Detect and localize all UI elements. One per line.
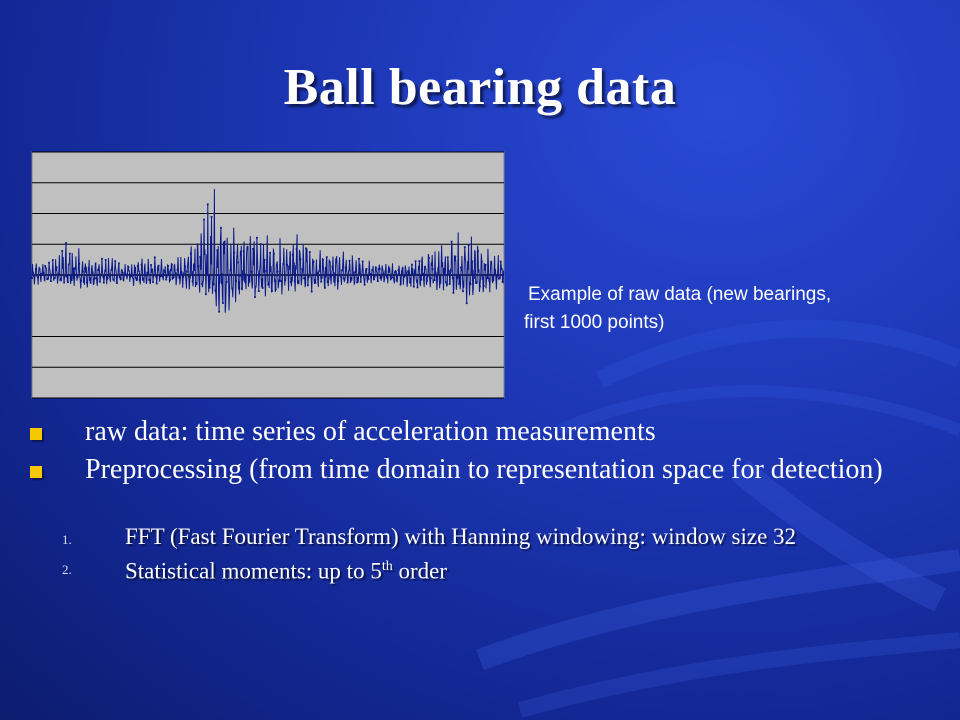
data-point	[394, 272, 396, 274]
data-point	[139, 279, 141, 281]
data-point	[436, 276, 438, 278]
data-point	[211, 216, 213, 218]
data-point	[107, 278, 109, 280]
data-point	[471, 261, 473, 263]
data-point	[409, 282, 411, 284]
data-point	[494, 273, 496, 275]
data-point	[95, 277, 97, 279]
data-point	[145, 274, 147, 276]
data-point	[368, 278, 370, 280]
data-point	[328, 278, 330, 280]
data-point	[141, 264, 143, 266]
data-point	[167, 265, 169, 267]
data-point	[470, 283, 472, 285]
data-point	[303, 278, 305, 280]
data-point	[475, 282, 477, 284]
data-point	[73, 268, 75, 270]
data-point	[445, 281, 447, 283]
data-point	[158, 265, 160, 267]
data-point	[105, 259, 107, 261]
data-point	[237, 262, 239, 264]
y-tick-label: 20	[22, 211, 29, 218]
data-point	[454, 256, 456, 258]
data-point	[207, 203, 209, 205]
data-point	[432, 268, 434, 270]
data-point	[381, 276, 383, 278]
data-point	[354, 271, 356, 273]
data-point	[322, 259, 324, 261]
data-point	[243, 250, 245, 252]
data-point	[209, 287, 211, 289]
data-point	[396, 280, 398, 282]
data-point	[247, 248, 249, 250]
data-point	[320, 281, 322, 283]
data-point	[267, 284, 269, 286]
data-point	[67, 281, 69, 283]
data-point	[69, 253, 71, 255]
data-point	[275, 289, 277, 291]
data-point	[260, 243, 262, 245]
data-point	[284, 279, 286, 281]
data-point	[216, 249, 218, 251]
data-point	[309, 251, 311, 253]
data-point	[341, 270, 343, 272]
step-number: 1.	[62, 532, 72, 547]
data-point	[489, 279, 491, 281]
data-point	[162, 275, 164, 277]
y-tick-label: -30	[20, 365, 29, 372]
data-point	[456, 276, 458, 278]
data-point	[337, 280, 339, 282]
data-point	[258, 290, 260, 292]
data-point	[449, 283, 451, 285]
data-point	[109, 275, 111, 277]
data-point	[426, 280, 428, 282]
data-point	[160, 276, 162, 278]
data-point	[163, 270, 165, 272]
data-point	[248, 276, 250, 278]
data-point	[33, 275, 35, 277]
data-point	[294, 281, 296, 283]
data-point	[99, 281, 101, 283]
data-point	[56, 266, 58, 268]
data-point	[373, 278, 375, 280]
data-point	[298, 280, 300, 282]
data-point	[385, 270, 387, 272]
data-point	[80, 280, 82, 282]
data-point	[290, 281, 292, 283]
chart-caption	[524, 281, 928, 337]
data-point	[422, 273, 424, 275]
data-point	[88, 267, 90, 269]
data-point	[171, 264, 173, 266]
data-point	[417, 287, 419, 289]
data-point	[120, 278, 122, 280]
data-point	[169, 279, 171, 281]
step-item	[62, 523, 922, 551]
data-point	[205, 293, 207, 295]
bullet-text: raw data: time series of acceleration measurements	[85, 416, 656, 447]
data-point	[131, 274, 133, 276]
step-text: Statistical moments: up to 5	[125, 558, 382, 584]
data-point	[156, 283, 158, 285]
slide-title: Ball bearing data	[283, 59, 677, 116]
data-point	[129, 276, 131, 278]
data-point	[75, 268, 77, 270]
data-point	[392, 277, 394, 279]
data-point	[277, 271, 279, 273]
data-point	[50, 280, 52, 282]
data-point	[264, 259, 266, 261]
data-point	[190, 253, 192, 255]
data-point	[196, 282, 198, 284]
data-point	[35, 268, 37, 270]
data-point	[428, 257, 430, 259]
data-point	[473, 277, 475, 279]
data-point	[481, 261, 483, 263]
data-point	[388, 271, 390, 273]
data-point	[415, 260, 417, 262]
data-point	[39, 268, 41, 270]
data-point	[400, 284, 402, 286]
data-point	[386, 274, 388, 276]
data-point	[111, 269, 113, 271]
data-point	[54, 277, 56, 279]
data-point	[180, 273, 182, 275]
data-point	[307, 284, 309, 286]
data-point	[146, 272, 148, 274]
data-point	[177, 269, 179, 271]
data-point	[192, 281, 194, 283]
data-point	[133, 274, 135, 276]
data-point	[369, 273, 371, 275]
data-point	[343, 278, 345, 280]
bullet-item	[28, 418, 888, 446]
y-tick-label: -40	[20, 396, 29, 402]
data-point	[296, 248, 298, 250]
data-point	[250, 271, 252, 273]
data-point	[351, 277, 353, 279]
data-point	[324, 287, 326, 289]
data-point	[335, 262, 337, 264]
data-point	[182, 276, 184, 278]
data-point	[203, 219, 205, 221]
data-point	[42, 272, 44, 274]
data-point	[347, 282, 349, 284]
data-point	[61, 250, 63, 252]
data-point	[485, 264, 487, 266]
data-point	[358, 258, 360, 260]
data-point	[437, 272, 439, 274]
data-point	[464, 246, 466, 248]
step-superscript: th	[381, 559, 393, 574]
y-tick-label: 0	[25, 273, 29, 279]
data-point	[375, 267, 377, 269]
data-point	[52, 259, 54, 261]
data-point	[366, 268, 368, 270]
data-point	[112, 279, 114, 281]
data-point	[402, 268, 404, 270]
step-item	[62, 553, 922, 586]
data-point	[281, 280, 283, 282]
data-point	[116, 282, 118, 284]
data-point	[300, 258, 302, 260]
data-point	[477, 250, 479, 252]
data-point	[332, 266, 334, 268]
data-point	[224, 241, 226, 243]
data-point	[135, 277, 137, 279]
data-point	[419, 260, 421, 262]
data-point	[271, 290, 273, 292]
data-point	[201, 283, 203, 285]
data-point	[398, 269, 400, 271]
data-point	[78, 263, 80, 265]
data-point	[500, 261, 502, 263]
data-point	[179, 275, 181, 277]
data-point	[371, 269, 373, 271]
bullet-square-icon	[30, 466, 42, 478]
data-point	[443, 268, 445, 270]
data-point	[126, 274, 128, 276]
data-point	[239, 275, 241, 277]
data-point	[46, 278, 48, 280]
preprocessing-steps	[62, 523, 922, 588]
data-point	[498, 278, 500, 280]
data-point	[390, 277, 392, 279]
data-point	[48, 262, 50, 264]
data-point	[326, 256, 328, 258]
data-point	[460, 267, 462, 269]
data-point	[44, 265, 46, 267]
data-point	[462, 290, 464, 292]
data-point	[90, 282, 92, 284]
data-point	[479, 286, 481, 288]
data-point	[447, 256, 449, 258]
data-point	[413, 286, 415, 288]
data-point	[430, 277, 432, 279]
data-point	[175, 272, 177, 274]
data-point	[184, 266, 186, 268]
raw-data-line-chart	[14, 144, 506, 402]
data-point	[154, 256, 156, 258]
data-point	[231, 288, 233, 290]
data-point	[439, 276, 441, 278]
data-point	[362, 261, 364, 263]
data-point	[148, 279, 150, 281]
data-point	[37, 276, 39, 278]
data-point	[165, 279, 167, 281]
data-point	[233, 252, 235, 254]
data-point	[441, 265, 443, 267]
data-point	[466, 302, 468, 304]
data-point	[345, 267, 347, 269]
data-point	[424, 266, 426, 268]
bullet-item	[28, 456, 888, 484]
data-point	[31, 277, 33, 279]
data-point	[330, 276, 332, 278]
data-point	[186, 271, 188, 273]
data-point	[137, 265, 139, 267]
data-point	[383, 273, 385, 275]
data-point	[122, 272, 124, 274]
data-point	[58, 273, 60, 275]
y-tick-label: -20	[20, 334, 29, 341]
data-point	[356, 281, 358, 283]
data-point	[77, 276, 79, 278]
data-point	[101, 258, 103, 260]
data-point	[252, 248, 254, 250]
data-point	[222, 302, 224, 304]
data-point	[317, 272, 319, 274]
data-point	[360, 281, 362, 283]
data-point	[114, 260, 116, 262]
data-point	[405, 272, 407, 274]
data-point	[334, 273, 336, 275]
data-point	[84, 268, 86, 270]
data-point	[311, 291, 313, 293]
data-point	[173, 276, 175, 278]
data-point	[502, 281, 504, 283]
data-point	[82, 271, 84, 273]
data-point	[453, 292, 455, 294]
data-point	[468, 244, 470, 246]
data-point	[94, 278, 96, 280]
y-tick-label: 30	[22, 180, 29, 187]
data-point	[403, 276, 405, 278]
y-tick-label: 40	[22, 150, 29, 156]
data-point	[496, 276, 498, 278]
bullet-text: Preprocessing (from time domain to representation space for detection)	[85, 454, 883, 485]
bullet-square-icon	[30, 428, 42, 440]
data-point	[265, 270, 267, 272]
data-point	[315, 282, 317, 284]
y-tick-label: 10	[22, 242, 29, 249]
data-point	[288, 266, 290, 268]
data-point	[254, 296, 256, 298]
caption-line-2: first 1000 points)	[524, 312, 665, 333]
data-point	[124, 274, 126, 276]
data-point	[194, 267, 196, 269]
raw-data-chart	[14, 144, 506, 402]
step-text-tail: order	[392, 558, 447, 584]
data-point	[318, 270, 320, 272]
data-point	[269, 252, 271, 254]
data-point	[245, 282, 247, 284]
data-point	[143, 278, 145, 280]
data-point	[188, 276, 190, 278]
data-point	[230, 270, 232, 272]
data-point	[286, 264, 288, 266]
data-point	[490, 261, 492, 263]
data-point	[313, 261, 315, 263]
data-point	[407, 270, 409, 272]
data-point	[228, 274, 230, 276]
data-point	[128, 266, 130, 268]
data-point	[97, 269, 99, 271]
data-point	[349, 260, 351, 262]
step-text: FFT (Fast Fourier Transform) with Hanning windowing: window size 32	[125, 524, 797, 549]
data-point	[492, 275, 494, 277]
data-point	[352, 274, 354, 276]
data-point	[92, 272, 94, 274]
data-point	[218, 311, 220, 313]
caption-line-1: Example of raw data (new bearings,	[528, 284, 832, 305]
data-point	[483, 285, 485, 287]
data-point	[305, 248, 307, 250]
data-point	[434, 279, 436, 281]
data-point	[262, 287, 264, 289]
data-point	[63, 282, 65, 284]
data-point	[152, 281, 154, 283]
data-point	[235, 280, 237, 282]
bullet-list	[28, 418, 888, 494]
data-point	[364, 284, 366, 286]
data-point	[451, 241, 453, 243]
data-point	[65, 242, 67, 244]
data-point	[292, 254, 294, 256]
data-point	[118, 263, 120, 265]
data-point	[214, 290, 216, 292]
data-point	[86, 281, 88, 283]
step-number: 2.	[62, 562, 72, 577]
data-point	[377, 280, 379, 282]
data-point	[199, 256, 201, 258]
data-point	[59, 279, 61, 281]
data-point	[458, 283, 460, 285]
data-point	[301, 268, 303, 270]
data-point	[256, 237, 258, 239]
data-point	[273, 253, 275, 255]
data-point	[241, 288, 243, 290]
data-point	[41, 273, 43, 275]
data-point	[487, 277, 489, 279]
data-point	[71, 279, 73, 281]
data-point	[379, 268, 381, 270]
data-point	[103, 282, 105, 284]
data-point	[213, 283, 215, 285]
data-point	[220, 227, 222, 229]
data-point	[279, 280, 281, 282]
data-point	[411, 264, 413, 266]
data-point	[197, 265, 199, 267]
data-point	[283, 263, 285, 265]
data-point	[226, 281, 228, 283]
data-point	[339, 274, 341, 276]
data-point	[420, 279, 422, 281]
data-point	[150, 264, 152, 266]
